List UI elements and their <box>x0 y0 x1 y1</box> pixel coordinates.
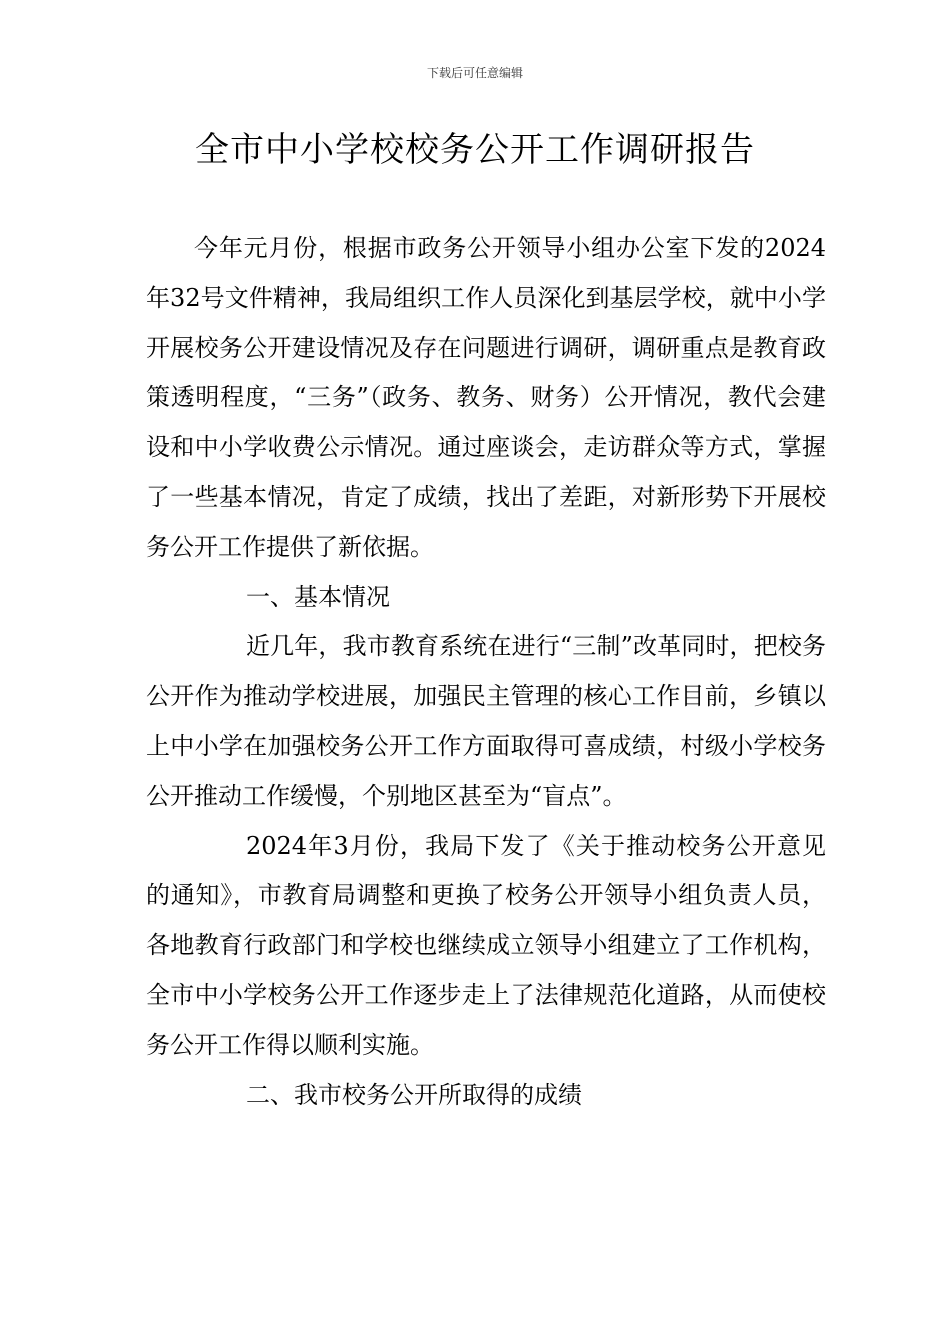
document-body <box>146 224 826 1120</box>
document-title: 全市中小学校校务公开工作调研报告 <box>195 130 755 170</box>
section-heading-achievements: 二、我市校务公开所取得的成绩 <box>246 1080 582 1109</box>
header-note: 下载后可任意编辑 <box>426 66 523 80</box>
section-heading-basic-situation: 一、基本情况 <box>246 582 390 611</box>
basic-situation-paragraph-2: 2024年3月份，我局下发了《关于推动校务公开意见的通知》，市教育局调整和更换了校务公开领导小组负责人员，各地教育行政部门和学校也继续成立领导小组建立了工作机构，全市中小学校务公开工作逐步走上了法律规范化道路，从而使校务公开工作得以顺利实施。 <box>146 831 826 1059</box>
intro-paragraph: 今年元月份，根据市政务公开领导小组办公室下发的2024年32号文件精神，我局组织工作人员深化到基层学校，就中小学开展校务公开建设情况及存在问题进行调研，调研重点是教育政策透明程度，“三务”（政务、教务、财务）公开情况，教代会建设和中小学收费公示情况。通过座谈会，走访群众等方式，掌握了一些基本情况，肯定了成绩，找出了差距，对新形势下开展校务公开工作提供了新依据。 <box>146 234 826 561</box>
basic-situation-paragraph-1: 近几年，我市教育系统在进行“三制”改革同时，把校务公开作为推动学校进展，加强民主管理的核心工作目前，乡镇以上中小学在加强校务公开工作方面取得可喜成绩，村级小学校务公开推动工作缓慢，个别地区甚至为“盲点”。 <box>146 632 826 810</box>
